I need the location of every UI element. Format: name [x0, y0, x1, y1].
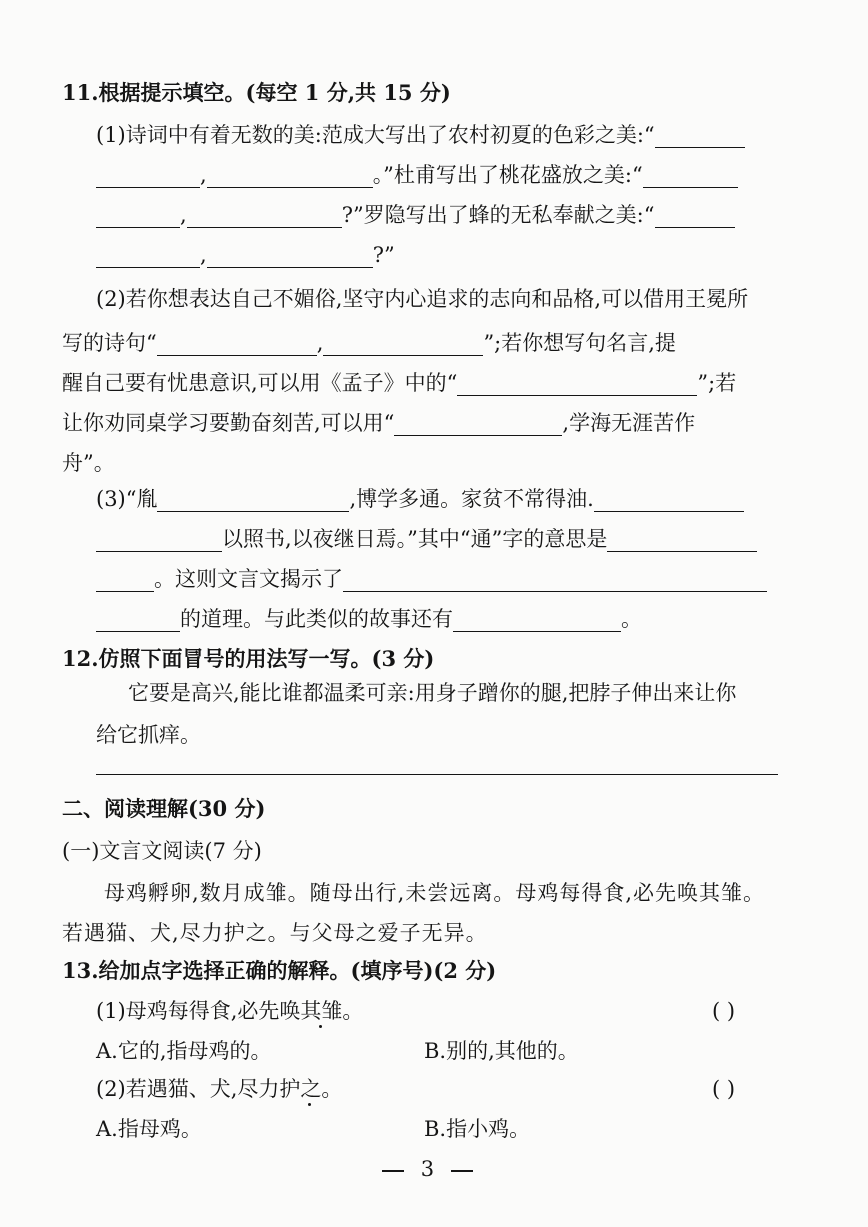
q11-p3-text-b: 以照书,以夜继日焉。”其中“通”字的意思是: [222, 527, 608, 551]
passage-line-2: 若遇猫、犬,尽力护之。与父母之爱子无异。: [62, 921, 488, 945]
blank-18[interactable]: [96, 569, 154, 592]
blank-3[interactable]: [207, 165, 373, 188]
q11-p1-line2: [96, 162, 738, 188]
blank-17[interactable]: [607, 529, 757, 552]
blank-19[interactable]: [343, 569, 767, 592]
blank-16[interactable]: [96, 529, 222, 552]
q11-p3-line1: [96, 486, 744, 512]
q11-p2-line3: [62, 370, 736, 396]
comma: ,: [200, 163, 207, 187]
page-number: [382, 1157, 473, 1181]
q11-p3-text-d: 的道理。与此类似的故事还有: [180, 607, 453, 631]
q11-p1-line3: [96, 202, 735, 228]
comma: ,: [180, 203, 187, 227]
q11-p2-text-c: 醒自己要有忧患意识,可以用《孟子》中的“: [62, 371, 458, 395]
section2-sub1: (一)文言文阅读(7 分): [62, 839, 262, 863]
q11-p2-line5: 舟”。: [62, 451, 115, 475]
q11-p3-text-c: 。这则文言文揭示了: [154, 567, 343, 591]
comma: ,: [316, 331, 324, 355]
q11-p3-text-d-end: 。: [621, 607, 642, 631]
q11-p2-line4: [62, 410, 695, 436]
blank-6[interactable]: [187, 205, 342, 228]
q11-p2-text-d: 让你劝同桌学习要勤奋刻苦,可以用“: [62, 411, 395, 435]
q11-p3-text-a: (3)“胤: [96, 487, 158, 511]
q11-p3-line3: [96, 566, 767, 592]
blank-21[interactable]: [453, 609, 621, 632]
q13-header: 13.给加点字选择正确的解释。(填序号)(2 分): [62, 958, 497, 983]
blank-5[interactable]: [96, 205, 180, 228]
blank-4[interactable]: [643, 165, 738, 188]
blank-8[interactable]: [96, 245, 200, 268]
blank-12[interactable]: [457, 373, 697, 396]
blank-13[interactable]: [394, 413, 562, 436]
q11-p2-line1: (2)若你想表达自己不媚俗,坚守内心追求的志向和品格,可以借用王冕所: [96, 287, 749, 311]
page-number-value: 3: [420, 1157, 435, 1181]
q11-p1-line4: [96, 242, 395, 268]
q13-item1-option-a: A.它的,指母鸡的。: [96, 1039, 272, 1063]
blank-20[interactable]: [96, 609, 180, 632]
q11-p2-text-d-end: ,学海无涯苦作: [562, 411, 696, 435]
blank-1[interactable]: [655, 125, 745, 148]
comma: ,: [200, 243, 207, 267]
q12-text-2: 给它抓痒。: [96, 723, 201, 747]
q13-item2-option-a: A.指母鸡。: [96, 1117, 202, 1141]
q11-p3-line2: [96, 526, 757, 552]
q11-p1-text-b: 。”杜甫写出了桃花盛放之美:“: [372, 163, 643, 187]
dash-right: [451, 1170, 473, 1172]
q11-p1-text-a: (1)诗词中有着无数的美:范成大写出了农村初夏的色彩之美:“: [96, 123, 655, 147]
q11-p3-line4: [96, 606, 642, 632]
q13-item1-option-b: B.别的,其他的。: [424, 1039, 579, 1063]
q11-p1-text-d: ?”: [372, 243, 395, 267]
blank-10[interactable]: [157, 333, 317, 356]
blank-2[interactable]: [96, 165, 200, 188]
blank-7[interactable]: [655, 205, 735, 228]
blank-14[interactable]: [157, 489, 349, 512]
q11-p2-line2: [62, 330, 676, 356]
section2-header: 二、阅读理解(30 分): [62, 796, 266, 821]
blank-11[interactable]: [323, 333, 483, 356]
q11-p1-text-c: ?”罗隐写出了蜂的无私奉献之美:“: [341, 203, 655, 227]
q13-item2-option-b: B.指小鸡。: [424, 1117, 531, 1141]
q13-item1: (1)母鸡每得食,必先唤其雏。: [96, 999, 364, 1023]
q12-text-1: 它要是高兴,能比谁都温柔可亲:用身子蹭你的腿,把脖子伸出来让你: [128, 681, 737, 705]
emphasis-dot-1: [319, 1025, 322, 1028]
dash-left: [382, 1170, 404, 1172]
q13-item1-answer[interactable]: ( ): [712, 999, 736, 1023]
emphasis-dot-2: [308, 1103, 311, 1106]
q11-p2-text-b: 写的诗句“: [62, 331, 157, 355]
passage-line-1: 母鸡孵卵,数月成雏。随母出行,未尝远离。母鸡每得食,必先唤其雏。: [104, 881, 766, 905]
q11-p1-line1: [96, 122, 745, 148]
q11-header: 11.根据提示填空。(每空 1 分,共 15 分): [62, 80, 451, 105]
q11-p2-text-c-end: ”;若: [697, 371, 737, 395]
q11-p3-text-a-mid: ,博学多通。家贫不常得油.: [349, 487, 594, 511]
blank-15[interactable]: [594, 489, 744, 512]
q13-item2: (2)若遇猫、犬,尽力护之。: [96, 1077, 343, 1101]
q12-answer-line[interactable]: [96, 774, 778, 775]
q13-item2-answer[interactable]: ( ): [712, 1077, 736, 1101]
q12-header: 12.仿照下面冒号的用法写一写。(3 分): [62, 646, 435, 671]
blank-9[interactable]: [207, 245, 373, 268]
q11-p2-text-b-end: ”;若你想写句名言,提: [483, 331, 676, 355]
